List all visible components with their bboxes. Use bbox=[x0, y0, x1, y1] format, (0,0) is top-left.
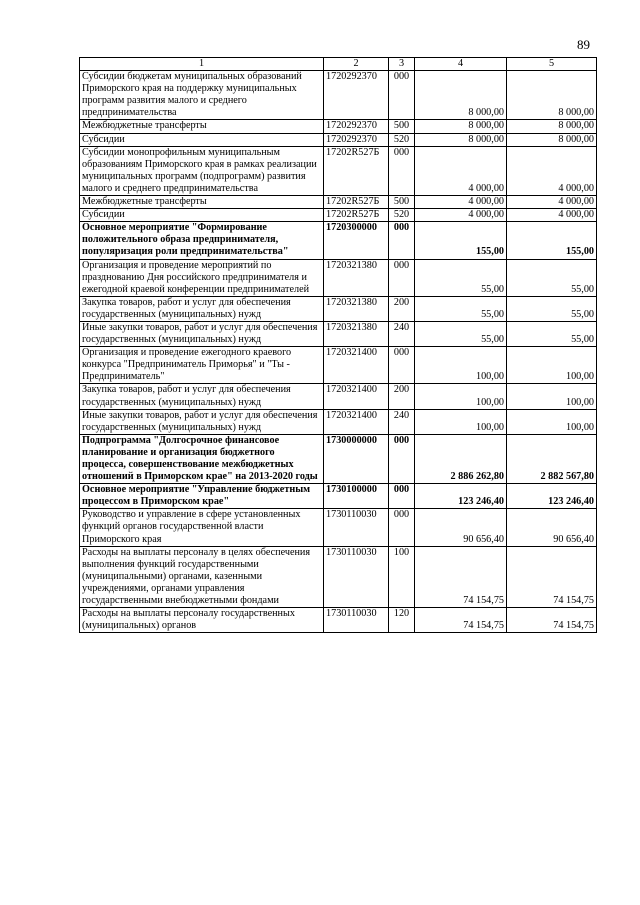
budget-table bbox=[79, 57, 597, 633]
row-value-col4: 90 656,40 bbox=[415, 509, 507, 546]
row-expense-type: 500 bbox=[389, 120, 415, 133]
row-code: 17202R527Б bbox=[324, 209, 389, 222]
row-expense-type: 000 bbox=[389, 434, 415, 483]
row-value-col5: 155,00 bbox=[507, 222, 597, 259]
header-col-1: 1 bbox=[80, 58, 324, 71]
row-value-col5: 4 000,00 bbox=[507, 196, 597, 209]
row-name: Руководство и управление в сфере установленных функций органов государственной власти Приморского края bbox=[80, 509, 324, 546]
row-value-col5: 8 000,00 bbox=[507, 120, 597, 133]
row-value-col5: 4 000,00 bbox=[507, 146, 597, 195]
row-value-col4: 4 000,00 bbox=[415, 146, 507, 195]
row-value-col5: 4 000,00 bbox=[507, 209, 597, 222]
row-code: 17202R527Б bbox=[324, 146, 389, 195]
row-value-col4: 100,00 bbox=[415, 409, 507, 434]
row-expense-type: 500 bbox=[389, 196, 415, 209]
row-value-col5: 74 154,75 bbox=[507, 546, 597, 607]
row-value-col5: 100,00 bbox=[507, 347, 597, 384]
table-row bbox=[80, 546, 597, 607]
row-value-col4: 100,00 bbox=[415, 384, 507, 409]
row-name: Закупка товаров, работ и услуг для обеспечения государственных (муниципальных) нужд bbox=[80, 384, 324, 409]
row-expense-type: 000 bbox=[389, 509, 415, 546]
row-value-col4: 55,00 bbox=[415, 321, 507, 346]
header-col-2: 2 bbox=[324, 58, 389, 71]
row-value-col4: 8 000,00 bbox=[415, 133, 507, 146]
row-code: 1720292370 bbox=[324, 120, 389, 133]
row-code: 1720300000 bbox=[324, 222, 389, 259]
row-name: Субсидии bbox=[80, 133, 324, 146]
table-row bbox=[80, 259, 597, 296]
row-name: Основное мероприятие "Управление бюджетным процессом в Приморском крае" bbox=[80, 484, 324, 509]
row-value-col4: 155,00 bbox=[415, 222, 507, 259]
row-value-col5: 2 882 567,80 bbox=[507, 434, 597, 483]
row-code: 1730110030 bbox=[324, 509, 389, 546]
table-row bbox=[80, 71, 597, 120]
row-name: Иные закупки товаров, работ и услуг для обеспечения государственных (муниципальных) нужд bbox=[80, 409, 324, 434]
row-expense-type: 200 bbox=[389, 296, 415, 321]
row-value-col5: 8 000,00 bbox=[507, 133, 597, 146]
table-row bbox=[80, 434, 597, 483]
row-code: 1720321400 bbox=[324, 347, 389, 384]
row-name: Иные закупки товаров, работ и услуг для обеспечения государственных (муниципальных) нужд bbox=[80, 321, 324, 346]
table-row bbox=[80, 120, 597, 133]
row-value-col4: 4 000,00 bbox=[415, 196, 507, 209]
table-row bbox=[80, 347, 597, 384]
row-value-col4: 123 246,40 bbox=[415, 484, 507, 509]
header-col-4: 4 bbox=[415, 58, 507, 71]
row-name: Организация и проведение ежегодного краевого конкурса "Предприниматель Приморья" и "Ты - Предприниматель" bbox=[80, 347, 324, 384]
header-col-5: 5 bbox=[507, 58, 597, 71]
row-expense-type: 000 bbox=[389, 222, 415, 259]
row-value-col5: 55,00 bbox=[507, 259, 597, 296]
row-name: Расходы на выплаты персоналу государственных (муниципальных) органов bbox=[80, 608, 324, 633]
row-code: 1720292370 bbox=[324, 71, 389, 120]
row-expense-type: 000 bbox=[389, 484, 415, 509]
row-code: 1720321380 bbox=[324, 321, 389, 346]
table-row bbox=[80, 321, 597, 346]
row-value-col4: 74 154,75 bbox=[415, 608, 507, 633]
row-value-col5: 74 154,75 bbox=[507, 608, 597, 633]
row-value-col4: 4 000,00 bbox=[415, 209, 507, 222]
row-value-col5: 123 246,40 bbox=[507, 484, 597, 509]
row-name: Закупка товаров, работ и услуг для обеспечения государственных (муниципальных) нужд bbox=[80, 296, 324, 321]
row-expense-type: 000 bbox=[389, 71, 415, 120]
row-name: Организация и проведение мероприятий по празднованию Дня российского предпринимателя и ежегодной краевой конференции предпринимателей bbox=[80, 259, 324, 296]
table-row bbox=[80, 608, 597, 633]
row-value-col4: 100,00 bbox=[415, 347, 507, 384]
table-row bbox=[80, 146, 597, 195]
row-code: 1730100000 bbox=[324, 484, 389, 509]
row-value-col4: 74 154,75 bbox=[415, 546, 507, 607]
table-row bbox=[80, 133, 597, 146]
header-row bbox=[80, 58, 597, 71]
row-name: Расходы на выплаты персоналу в целях обеспечения выполнения функций государственными (муниципальными) органами, казенными учреждениями, органами управления государственными внебюджетными фондами bbox=[80, 546, 324, 607]
row-expense-type: 200 bbox=[389, 384, 415, 409]
row-expense-type: 520 bbox=[389, 209, 415, 222]
table-row bbox=[80, 196, 597, 209]
row-name: Субсидии монопрофильным муниципальным образованиям Приморского края в рамках реализации муниципальных программ (подпрограмм) развития малого и среднего предпринимательства bbox=[80, 146, 324, 195]
row-value-col5: 55,00 bbox=[507, 296, 597, 321]
table-row bbox=[80, 209, 597, 222]
row-code: 1720292370 bbox=[324, 133, 389, 146]
row-code: 1720321380 bbox=[324, 296, 389, 321]
row-name: Субсидии бюджетам муниципальных образований Приморского края на поддержку муниципальных программ развития малого и среднего предпринимательства bbox=[80, 71, 324, 120]
row-expense-type: 240 bbox=[389, 409, 415, 434]
row-expense-type: 000 bbox=[389, 347, 415, 384]
row-value-col4: 8 000,00 bbox=[415, 120, 507, 133]
header-col-3: 3 bbox=[389, 58, 415, 71]
row-code: 17202R527Б bbox=[324, 196, 389, 209]
row-name: Межбюджетные трансферты bbox=[80, 120, 324, 133]
row-expense-type: 100 bbox=[389, 546, 415, 607]
row-expense-type: 240 bbox=[389, 321, 415, 346]
row-code: 1730110030 bbox=[324, 608, 389, 633]
row-code: 1720321380 bbox=[324, 259, 389, 296]
budget-table-body bbox=[80, 58, 597, 633]
row-code: 1720321400 bbox=[324, 409, 389, 434]
page-number: 89 bbox=[577, 37, 590, 52]
table-row bbox=[80, 222, 597, 259]
row-value-col5: 100,00 bbox=[507, 384, 597, 409]
row-expense-type: 000 bbox=[389, 146, 415, 195]
row-value-col5: 8 000,00 bbox=[507, 71, 597, 120]
row-value-col5: 100,00 bbox=[507, 409, 597, 434]
row-name: Подпрограмма "Долгосрочное финансовое планирование и организация бюджетного процесса, совершенствование межбюджетных отношений в Приморском крае" на 2013-2020 годы bbox=[80, 434, 324, 483]
row-value-col4: 55,00 bbox=[415, 259, 507, 296]
table-row bbox=[80, 296, 597, 321]
table-row bbox=[80, 509, 597, 546]
table-row bbox=[80, 484, 597, 509]
row-code: 1720321400 bbox=[324, 384, 389, 409]
row-expense-type: 000 bbox=[389, 259, 415, 296]
row-value-col4: 2 886 262,80 bbox=[415, 434, 507, 483]
row-value-col5: 90 656,40 bbox=[507, 509, 597, 546]
row-expense-type: 120 bbox=[389, 608, 415, 633]
row-value-col4: 55,00 bbox=[415, 296, 507, 321]
table-row bbox=[80, 409, 597, 434]
row-value-col4: 8 000,00 bbox=[415, 71, 507, 120]
table-row bbox=[80, 384, 597, 409]
row-name: Межбюджетные трансферты bbox=[80, 196, 324, 209]
row-name: Субсидии bbox=[80, 209, 324, 222]
row-value-col5: 55,00 bbox=[507, 321, 597, 346]
row-name: Основное мероприятие "Формирование положительного образа предпринимателя, популяризация роли предпринимательства" bbox=[80, 222, 324, 259]
row-code: 1730000000 bbox=[324, 434, 389, 483]
row-code: 1730110030 bbox=[324, 546, 389, 607]
row-expense-type: 520 bbox=[389, 133, 415, 146]
